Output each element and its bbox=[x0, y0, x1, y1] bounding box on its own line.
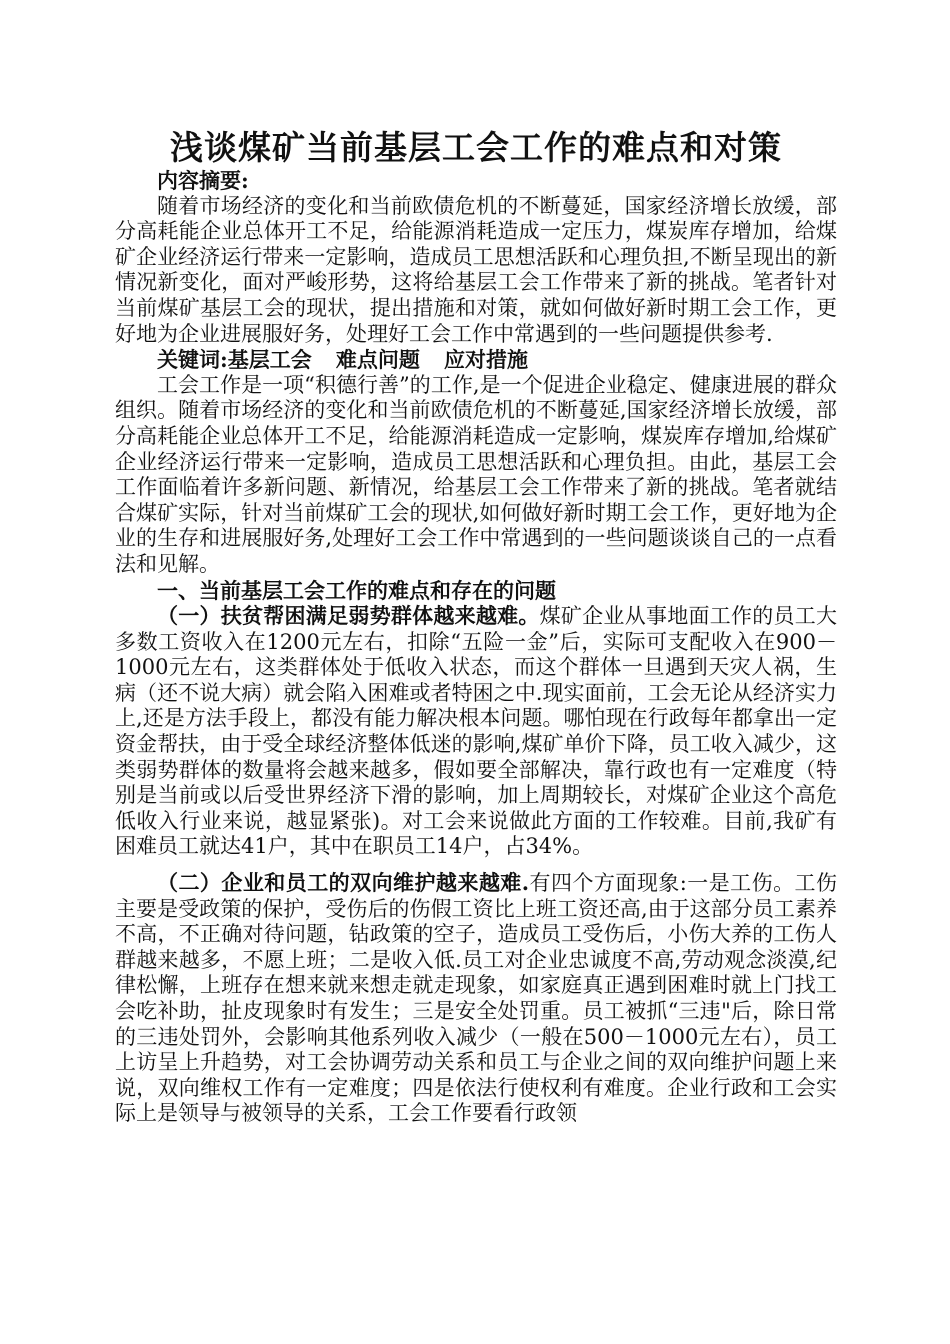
document-title: 浅谈煤矿当前基层工会工作的难点和对策 bbox=[170, 128, 782, 167]
keywords-label: 关键词: bbox=[157, 347, 228, 373]
section-1-heading: 一、当前基层工会工作的难点和存在的问题 bbox=[157, 577, 556, 603]
keywords-line bbox=[157, 347, 837, 373]
subsection-1-text: 煤矿企业从事地面工作的员工大多数工资收入在1200元左右，扣除“五险一金”后，实际可支配收入在900－1000元左右，这类群体处于低收入状态，而这个群体一旦遇到天灾人祸，生病（还不说大病）就会陷入困难或者特困之中.现实面前，工会无论从经济实力上,还是方法手段上，都没有能力解决根本问题。哪怕现在行政每年都拿出一定资金帮扶，由于受全球经济整体低迷的影响,煤矿单价下降，员工收入减少，这类弱势群体的数量将会越来越多，假如要全部解决，靠行政也有一定难度（特别是当前或以后受世界经济下滑的影响，加上周期较长，对煤矿企业这个高危低收入行业来说，越显紧张)。对工会来说做此方面的工作较难。目前,我矿有困难员工就达41户，其中在职员工14户，占34%。 bbox=[115, 604, 838, 859]
subsection-1-paragraph bbox=[115, 603, 837, 860]
keyword-3: 应对措施 bbox=[443, 347, 528, 373]
intro-paragraph: 工会工作是一项“积德行善”的工作,是一个促进企业稳定、健康进展的群众组织。随着市场经济的变化和当前欧债危机的不断蔓延,国家经济增长放缓，部分高耗能企业总体开工不足，给能源消耗造成一定影响，煤炭库存增加,给煤矿企业经济运行带来一定影响，造成员工思想活跃和心理负担。由此，基层工会工作面临着许多新问题、新情况，给基层工会工作带来了新的挑战。笔者就结合煤矿实际，针对当前煤矿工会的现状,如何做好新时期工会工作，更好地为企业的生存和进展服好务,处理好工会工作中常遇到的一些问题谈谈自己的一点看法和见解。 bbox=[115, 372, 837, 576]
document-page bbox=[115, 118, 837, 1127]
keyword-2: 难点问题 bbox=[335, 347, 420, 373]
subsection-2-text: 有四个方面现象:一是工伤。工伤主要是受政策的保护，受伤后的伤假工资比上班工资还高,由于这部分员工素养不高，不正确对待问题，钻政策的空子，造成员工受伤后，小伤大养的工伤人群越来越多，不愿上班；二是收入低.员工对企业忠诚度不高,劳动观念淡漠,纪律松懈，上班存在想来就来想走就走现象，如家庭真正遇到困难时就上门找工会吃补助，扯皮现象时有发生；三是安全处罚重。员工被抓“三违"后，除日常的三违处罚外，会影响其他系列收入减少（一般在500－1000元左右），员工上访呈上升趋势，对工会协调劳动关系和员工与企业之间的双向维护问题上来说，双向维权工作有一定难度；四是依法行使权利有难度。企业行政和工会实际上是领导与被领导的关系，工会工作要看行政领 bbox=[115, 871, 838, 1126]
abstract-paragraph: 随着市场经济的变化和当前欧债危机的不断蔓延，国家经济增长放缓，部分高耗能企业总体开工不足，给能源消耗造成一定压力，煤炭库存增加，给煤矿企业经济运行带来一定影响，造成员工思想活跃和心理负担,不断呈现出的新情况新变化，面对严峻形势，这将给基层工会工作带来了新的挑战。笔者针对当前煤矿基层工会的现状，提出措施和对策，就如何做好新时期工会工作，更好地为企业进展服好务，处理好工会工作中常遇到的一些问题提供参考. bbox=[115, 193, 837, 346]
subsection-1-heading: （一）扶贫帮困满足弱势群体越来越难。 bbox=[157, 603, 540, 629]
keyword-1: 基层工会 bbox=[227, 347, 312, 373]
subsection-2-heading: （二）企业和员工的双向维护越来越难. bbox=[157, 870, 530, 896]
abstract-label: 内容摘要: bbox=[157, 168, 249, 193]
subsection-2-paragraph bbox=[115, 870, 837, 1127]
